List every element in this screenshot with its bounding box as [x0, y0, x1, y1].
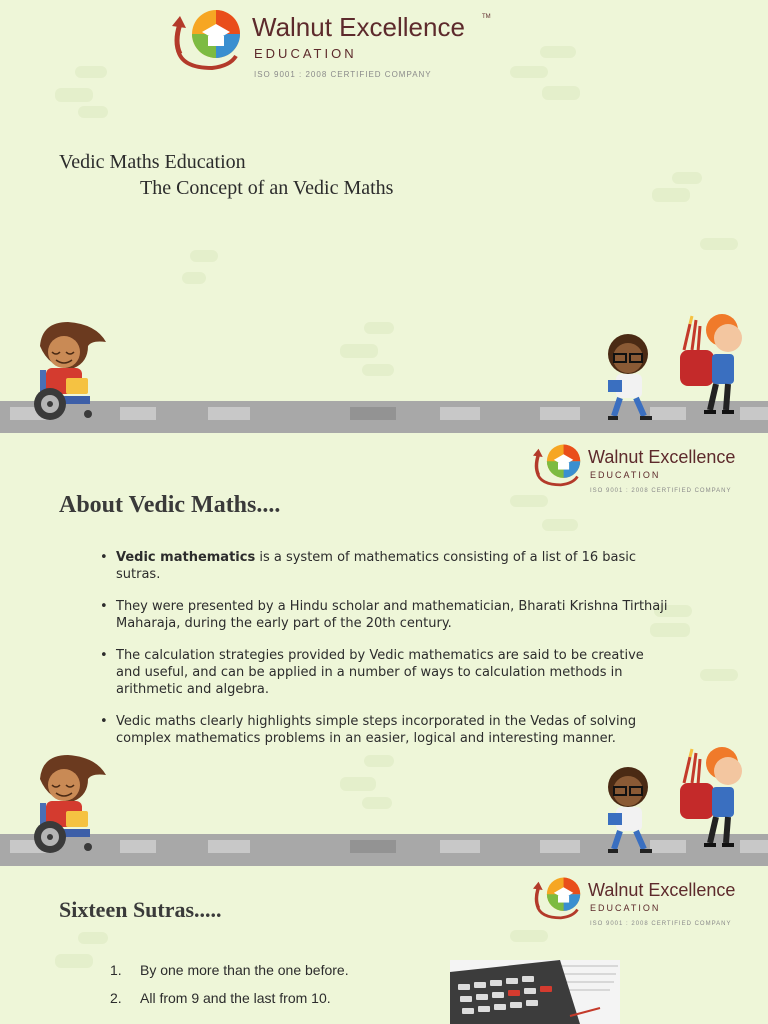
- about-heading: About Vedic Maths....: [59, 492, 281, 518]
- boy-backpack-illustration: [676, 743, 756, 853]
- logo-brand-text: Walnut Excellence: [588, 447, 736, 467]
- girl-wheelchair-illustration: [22, 318, 112, 428]
- list-item: • They were presented by a Hindu scholar and mathematician, Bharati Krishna Tirthaji Maharaja, during the early part of the 20th century.: [100, 598, 670, 632]
- calculator-image: [450, 960, 620, 1024]
- logo-education-text: EDUCATION: [254, 46, 357, 61]
- boy-glasses-illustration: [600, 332, 660, 422]
- company-logo: [530, 439, 760, 499]
- boy-backpack-illustration: [676, 310, 756, 420]
- title-line-1: Vedic Maths Education: [59, 151, 246, 173]
- logo-brand-text: Walnut Excellence: [252, 12, 465, 42]
- company-logo: [530, 872, 760, 932]
- list-item: 1. By one more than the one before.: [110, 962, 349, 978]
- logo-iso-text: ISO 9001 : 2008 CERTIFIED COMPANY: [254, 70, 432, 79]
- logo-iso-text: ISO 9001 : 2008 CERTIFIED COMPANY: [590, 488, 732, 494]
- slide-sutras: [0, 866, 768, 1024]
- logo-brand-text: Walnut Excellence: [588, 880, 736, 900]
- slide-about: [0, 433, 768, 866]
- company-logo: [168, 2, 498, 82]
- sutras-heading: Sixteen Sutras.....: [59, 897, 222, 922]
- list-item: • Vedic mathematics is a system of mathematics consisting of a list of 16 basic sutras.: [100, 549, 670, 583]
- logo-education-text: EDUCATION: [590, 470, 661, 480]
- boy-glasses-illustration: [600, 765, 660, 855]
- list-item: 2. All from 9 and the last from 10.: [110, 990, 331, 1006]
- sutras-list: [110, 962, 349, 1018]
- list-item: • Vedic maths clearly highlights simple steps incorporated in the Vedas of solving complex mathematics problems in an easier, logical and interesting manner.: [100, 713, 670, 747]
- about-bullet-list: [100, 549, 670, 762]
- walnut-logo-icon: [530, 439, 586, 489]
- girl-wheelchair-illustration: [22, 751, 112, 861]
- logo-iso-text: ISO 9001 : 2008 CERTIFIED COMPANY: [590, 921, 732, 927]
- list-item: • The calculation strategies provided by Vedic mathematics are said to be creative and useful, and can be applied in a number of ways to calculation methods in arithmetic and algebra.: [100, 647, 670, 698]
- logo-education-text: EDUCATION: [590, 903, 661, 913]
- walnut-logo-icon: [530, 872, 586, 922]
- walnut-logo-icon: [168, 2, 248, 74]
- title-line-2: The Concept of an Vedic Maths: [140, 177, 394, 199]
- logo-tm-text: TM: [482, 14, 491, 20]
- slide-title: [0, 0, 768, 433]
